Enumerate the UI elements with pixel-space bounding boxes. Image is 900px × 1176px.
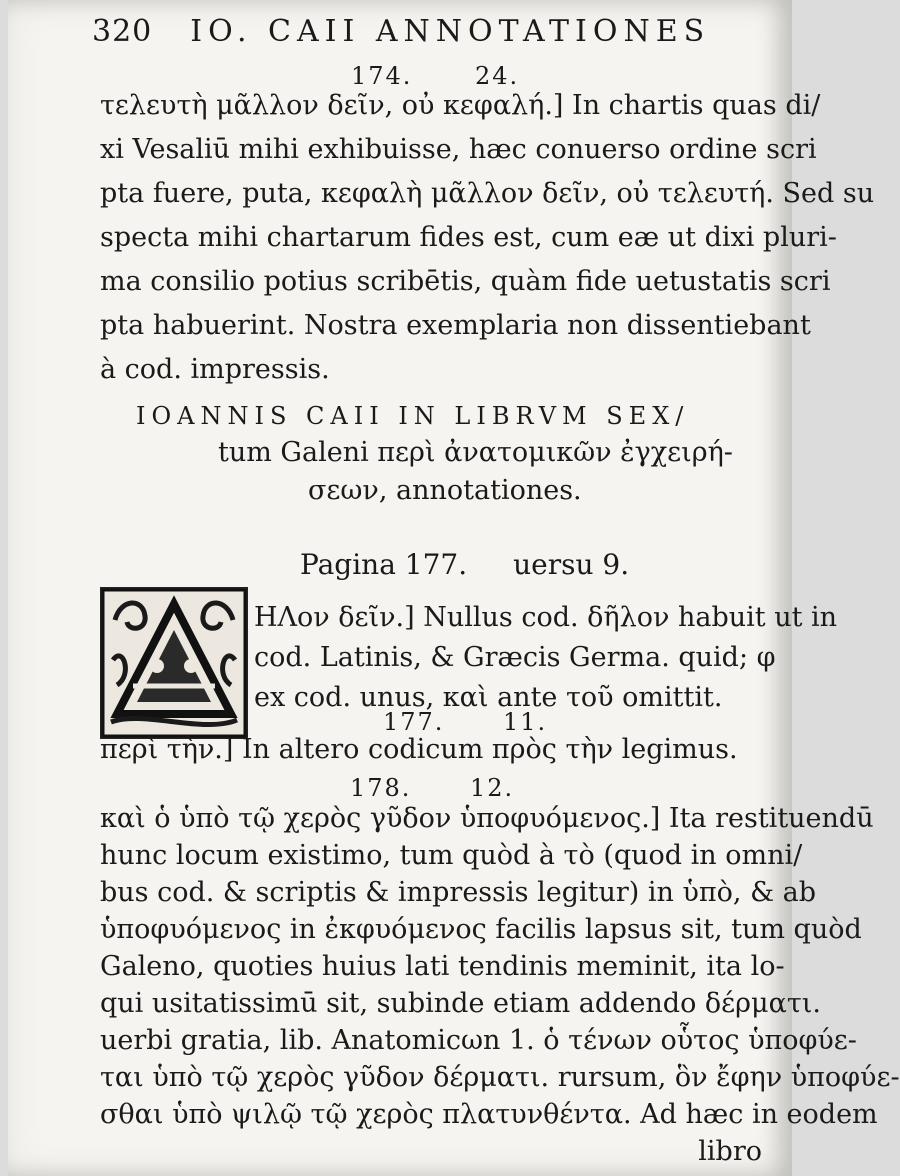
text-line: specta mihi chartarum fides est, cum eæ ut dixi pluri- — [100, 222, 837, 253]
text-line: xi Vesaliū mihi exhibuisse, hæc conuerso ordine scri — [100, 134, 817, 165]
catchword: libro — [698, 1136, 762, 1167]
pagina-label: Pagina 177. — [300, 548, 468, 581]
reference-page: 177. — [383, 708, 445, 736]
pagina-reference — [300, 548, 629, 581]
text-line: ὑποφυόμενος in ἐκφυόμενος facilis lapsus sit, tum quòd — [100, 914, 862, 945]
reference-line: 24. — [475, 62, 520, 90]
text-line: pta habuerint. Nostra exemplaria non dissentiebant — [100, 310, 811, 341]
running-head — [92, 14, 710, 49]
annotation-paragraph-1 — [100, 84, 875, 392]
text-line: cod. Latinis, & Græcis Germa. quid; φ — [254, 642, 776, 673]
reference-page: 178. — [350, 774, 412, 802]
versu-label: uersu 9. — [513, 548, 630, 581]
annotation-paragraph-4 — [100, 800, 900, 1170]
text-line: Galeno, quoties huius lati tendinis meminit, ita lo- — [100, 951, 785, 982]
section-heading-line-1: IOANNIS CAII IN LIBRVM SEX/ — [136, 402, 690, 430]
decorated-initial-image — [100, 587, 248, 739]
text-line: bus cod. & scriptis & impressis legitur) in ὑπὸ, & ab — [100, 877, 817, 908]
annotation-paragraph-2 — [254, 598, 838, 718]
text-line: qui usitatissimū sit, subinde etiam addendo δέρματι. — [100, 988, 821, 1019]
reference-page: 174. — [351, 62, 413, 90]
text-line: uerbi gratia, lib. Anatomicωn 1. ὁ τένων οὗτος ὑποφύε- — [100, 1025, 857, 1056]
text-line: à cod. impressis. — [100, 354, 330, 385]
page-number: 320 — [92, 14, 153, 49]
text-line: καὶ ὁ ὑπὸ τῷ χερὸς γῦδον ὑποφυόμενος.] Ita restituendū — [100, 803, 874, 834]
text-line: τελευτὴ μᾶλλον δεῖν, οὐ κεφαλή.] In chartis quas di/ — [100, 90, 821, 121]
section-heading-line-3: σεων, annotationes. — [308, 475, 582, 506]
running-title: IO. CAII ANNOTATIONES — [190, 14, 711, 49]
text-line: pta fuere, puta, κεφαλὴ μᾶλλον δεῖν, οὐ τελευτή. Sed su — [100, 178, 875, 209]
text-line: ma consilio potius scribētis, quàm fide uetustatis scri — [100, 266, 831, 297]
text-line: σθαι ὑπὸ ψιλῷ τῷ χερὸς πλατυνθέντα. Ad hæc in eodem — [100, 1099, 878, 1130]
text-line: ται ὑπὸ τῷ χερὸς γῦδον δέρματι. rursum, ὃν ἔφην ὑποφύε- — [100, 1062, 900, 1093]
text-line: ΗΛον δεῖν.] Nullus cod. δῆλον habuit ut in — [254, 602, 838, 633]
reference-line: 11. — [503, 708, 548, 736]
section-heading-line-2: tum Galeni περὶ ἀνατομικῶν ἐγχειρή- — [218, 437, 733, 468]
ornament-icon — [103, 590, 245, 736]
book-page — [8, 0, 900, 1176]
reference-line: 12. — [470, 774, 515, 802]
text-line: ex cod. unus, καὶ ante τοῦ omittit. — [254, 682, 723, 713]
annotation-line-3: περὶ τὴν.] In altero codicum πρὸς τὴν legimus. — [100, 734, 738, 765]
text-line: hunc locum existimo, tum quòd à τὸ (quod in omni/ — [100, 840, 803, 871]
